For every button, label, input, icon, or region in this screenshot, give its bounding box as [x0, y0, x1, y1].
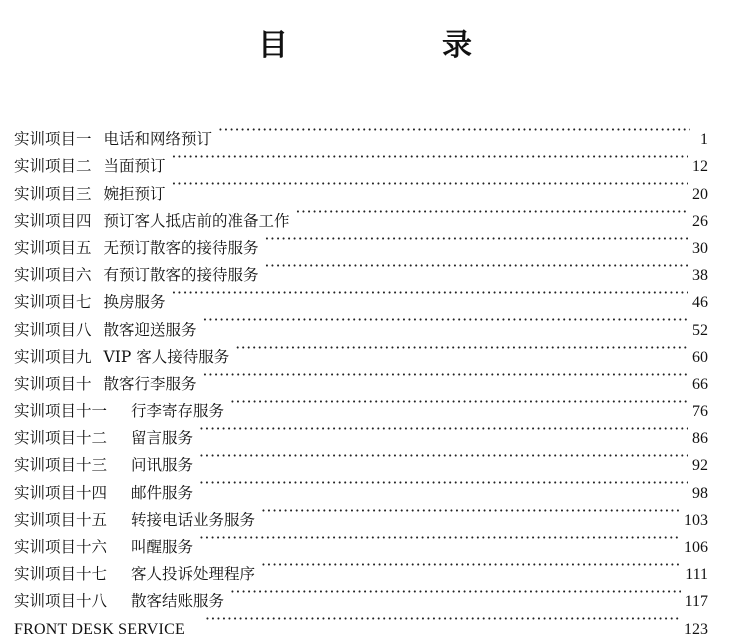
toc-entry-title: 电话和网络预订 — [103, 130, 213, 149]
table-of-contents — [14, 117, 708, 638]
toc-entry-number: 实训项目七 — [14, 293, 92, 312]
dot-leader — [203, 307, 688, 334]
toc-entry-page: 38 — [692, 267, 708, 285]
toc-entry-number: 实训项目九 — [14, 347, 92, 366]
dot-leader — [172, 171, 688, 198]
toc-entry-page: 111 — [685, 566, 708, 584]
toc-entry-title: 叫醒服务 — [131, 538, 194, 556]
toc-entry[interactable] — [14, 552, 708, 584]
dot-leader — [203, 362, 688, 389]
toc-entry[interactable] — [14, 470, 708, 502]
toc-entry-title: 邮件服务 — [131, 483, 194, 502]
dot-leader — [199, 443, 688, 470]
toc-entry-title: 换房服务 — [103, 293, 166, 312]
dot-leader — [172, 144, 688, 171]
toc-entry-page: 76 — [692, 403, 708, 421]
toc-entry-title: 无预订散客的接待服务 — [103, 238, 259, 257]
toc-entry-page: 46 — [692, 294, 708, 312]
dot-leader — [265, 253, 688, 280]
toc-entry-number: 实训项目十三 — [14, 456, 108, 475]
dot-leader — [296, 199, 688, 226]
toc-entry-number: 实训项目八 — [14, 320, 92, 339]
toc-entry[interactable] — [14, 443, 708, 475]
toc-entry-title: 客人投诉处理程序 — [131, 565, 256, 584]
dot-leader — [199, 416, 688, 443]
dot-leader — [172, 280, 688, 307]
toc-entry-page: 92 — [692, 457, 708, 475]
dot-leader — [205, 606, 680, 633]
toc-entry-number: 实训项目十七 — [14, 565, 108, 584]
toc-entry[interactable] — [14, 416, 708, 448]
toc-entry-number: 实训项目一 — [14, 130, 92, 149]
toc-entry-title: 转接电话业务服务 — [131, 510, 256, 529]
toc-entry-title: 有预订散客的接待服务 — [103, 266, 259, 285]
dot-leader — [261, 498, 680, 525]
toc-entry-number: 实训项目十二 — [14, 429, 108, 448]
toc-entry-number: 实训项目六 — [14, 266, 92, 285]
toc-entry-title: 留言服务 — [131, 429, 194, 448]
toc-entry-title: FRONT DESK SERVICE — [14, 620, 185, 638]
toc-entry-page: 106 — [684, 539, 708, 556]
dot-leader — [218, 117, 690, 144]
toc-entry-number: 实训项目三 — [14, 184, 92, 203]
toc-entry-page: 52 — [692, 321, 708, 339]
toc-entry-title: 散客结账服务 — [131, 592, 225, 611]
toc-entry[interactable] — [14, 525, 708, 556]
toc-entry-number: 实训项目四 — [14, 211, 92, 230]
toc-entry-page: 60 — [692, 348, 708, 366]
toc-entry-page: 98 — [692, 484, 708, 502]
toc-entry-page: 20 — [692, 185, 708, 203]
toc-entry-number: 实训项目十六 — [14, 538, 108, 556]
toc-entry-number: 实训项目十五 — [14, 510, 108, 529]
dot-leader — [230, 579, 681, 606]
toc-entry[interactable] — [14, 117, 708, 149]
dot-leader — [235, 335, 688, 362]
toc-entry-title: 行李寄存服务 — [131, 402, 225, 421]
toc-entry-number: 实训项目十 — [14, 374, 92, 393]
toc-entry-number: 实训项目十四 — [14, 483, 108, 502]
toc-entry-title: VIP 客人接待服务 — [103, 347, 230, 366]
toc-entry-page: 123 — [684, 620, 708, 638]
toc-entry-page: 66 — [692, 375, 708, 393]
page-title: 目 录 — [258, 28, 534, 63]
toc-entry-page: 30 — [692, 239, 708, 257]
toc-entry-title: 散客迎送服务 — [103, 320, 197, 339]
toc-entry-page: 1 — [700, 131, 708, 149]
toc-entry-page: 103 — [684, 511, 708, 529]
dot-leader — [261, 552, 681, 579]
toc-entry-appendix[interactable] — [14, 606, 708, 638]
dot-leader — [265, 226, 688, 253]
toc-entry-title: 预订客人抵店前的准备工作 — [103, 211, 290, 230]
toc-entry-page: 12 — [692, 158, 708, 176]
toc-entry-number: 实训项目二 — [14, 157, 92, 176]
toc-entry-page: 117 — [684, 593, 708, 611]
toc-entry-number: 实训项目五 — [14, 238, 92, 257]
toc-entry-page: 86 — [692, 430, 708, 448]
toc-entry-number: 实训项目十一 — [14, 402, 108, 421]
toc-entry[interactable] — [14, 579, 708, 611]
dot-leader — [230, 389, 688, 416]
toc-entry[interactable] — [14, 498, 708, 529]
dot-leader — [199, 470, 688, 497]
toc-entry-title: 当面预订 — [103, 157, 166, 176]
toc-entry-title: 婉拒预订 — [103, 184, 166, 203]
toc-entry-number: 实训项目十八 — [14, 592, 108, 611]
toc-entry-page: 26 — [692, 212, 708, 230]
toc-entry-title: 散客行李服务 — [103, 374, 197, 393]
toc-entry-title: 问讯服务 — [131, 456, 194, 475]
dot-leader — [199, 525, 680, 552]
